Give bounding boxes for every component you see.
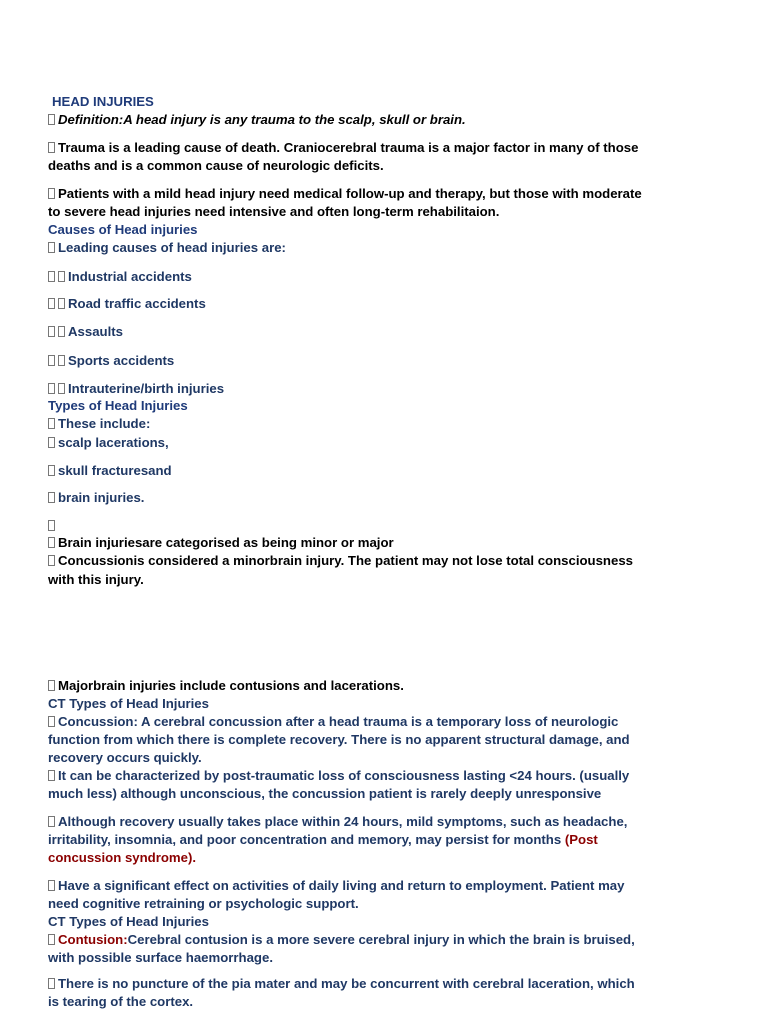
bullet-box-icon (48, 716, 55, 727)
bullet-box-icon (48, 934, 55, 945)
types-intro-text: These include: (58, 416, 151, 431)
effect-paragraph (48, 877, 624, 895)
brain-categories-paragraph (48, 534, 394, 552)
type-item (48, 489, 144, 507)
contusion-label: Contusion: (58, 932, 128, 947)
bullet-box-icon (48, 188, 55, 199)
bullet-box-icon (48, 242, 55, 253)
bullet-box-icon (58, 326, 65, 337)
mild-injury-line-2: to severe head injuries need intensive and often long-term rehabilitaion. (48, 204, 500, 219)
type-item (48, 462, 172, 480)
bullet-box-icon (48, 555, 55, 566)
definition-paragraph (48, 111, 466, 129)
concussion-minor-line-2: with this injury. (48, 572, 144, 587)
ct-types-heading-2: CT Types of Head Injuries (48, 914, 209, 929)
post-concussion-syndrome: concussion syndrome). (48, 850, 197, 865)
concussion-minor-line-1: Concussionis considered a minorbrain injury. The patient may not lose total consciousness (58, 553, 633, 568)
effect-line-1: Have a significant effect on activities of daily living and return to employment. Patient may (58, 878, 625, 893)
major-injuries-text: Majorbrain injuries include contusions and lacerations. (58, 678, 404, 693)
type-item-label: scalp lacerations, (58, 435, 169, 450)
causes-intro-text: Leading causes of head injuries are: (58, 240, 286, 255)
bullet-box-icon (48, 271, 55, 282)
trauma-paragraph (48, 139, 638, 157)
contusion-line-2: with possible surface haemorrhage. (48, 950, 273, 965)
cause-item (48, 323, 123, 341)
recovery-line-1: Although recovery usually takes place within 24 hours, mild symptoms, such as headache, (58, 814, 628, 829)
cause-item (48, 295, 206, 313)
post-concussion-highlight: (Post (564, 832, 598, 847)
bullet-box-icon (48, 770, 55, 781)
cause-item (48, 352, 174, 370)
recovery-paragraph (48, 813, 627, 831)
effect-line-2: need cognitive retraining or psychologic support. (48, 896, 359, 911)
cause-item-label: Sports accidents (68, 353, 175, 368)
empty-bullet (48, 517, 58, 535)
puncture-line-2: is tearing of the cortex. (48, 994, 194, 1009)
trauma-text-line-2: deaths and is a common cause of neurologic deficits. (48, 158, 384, 173)
types-heading: Types of Head Injuries (48, 398, 188, 413)
bullet-box-icon (48, 520, 55, 531)
concussion-minor-paragraph (48, 552, 633, 570)
concussion-line-3: recovery occurs quickly. (48, 750, 202, 765)
type-item (48, 434, 169, 452)
mild-injury-paragraph (48, 185, 642, 203)
bullet-box-icon (58, 298, 65, 309)
recovery-line-2 (48, 831, 598, 849)
bullet-box-icon (48, 492, 55, 503)
ct-types-heading: CT Types of Head Injuries (48, 696, 209, 711)
contusion-line-1: Cerebral contusion is a more severe cerebral injury in which the brain is bruised, (127, 932, 635, 947)
contusion-paragraph (48, 931, 635, 949)
cause-item (48, 268, 192, 286)
definition-text: Definition:A head injury is any trauma to the scalp, skull or brain. (58, 112, 466, 127)
cause-item-label: Assaults (68, 324, 123, 339)
characterized-paragraph (48, 767, 629, 785)
bullet-box-icon (58, 383, 65, 394)
types-intro (48, 415, 150, 433)
bullet-box-icon (48, 880, 55, 891)
type-item-label: skull fracturesand (58, 463, 172, 478)
bullet-box-icon (48, 437, 55, 448)
recovery-line-2-text: irritability, insomnia, and poor concentration and memory, may persist for months (48, 832, 565, 847)
mild-injury-line-1: Patients with a mild head injury need medical follow-up and therapy, but those with moderate (58, 186, 642, 201)
bullet-box-icon (48, 465, 55, 476)
concussion-paragraph (48, 713, 618, 731)
bullet-box-icon (48, 298, 55, 309)
bullet-box-icon (48, 355, 55, 366)
bullet-box-icon (48, 383, 55, 394)
cause-item-label: Road traffic accidents (68, 296, 206, 311)
bullet-box-icon (48, 978, 55, 989)
causes-heading: Causes of Head injuries (48, 222, 198, 237)
major-injuries-paragraph (48, 677, 404, 695)
bullet-box-icon (48, 680, 55, 691)
characterized-line-2: much less) although unconscious, the concussion patient is rarely deeply unresponsive (48, 786, 602, 801)
bullet-box-icon (48, 816, 55, 827)
causes-intro (48, 239, 286, 257)
bullet-box-icon (48, 142, 55, 153)
brain-categories-text: Brain injuriesare categorised as being minor or major (58, 535, 394, 550)
bullet-box-icon (58, 355, 65, 366)
page-title: HEAD INJURIES (52, 94, 154, 109)
cause-item (48, 380, 224, 398)
cause-item-label: Industrial accidents (68, 269, 192, 284)
bullet-box-icon (48, 537, 55, 548)
trauma-text-line-1: Trauma is a leading cause of death. Craniocerebral trauma is a major factor in many of those (58, 140, 639, 155)
puncture-line-1: There is no puncture of the pia mater and may be concurrent with cerebral laceration, which (58, 976, 635, 991)
bullet-box-icon (48, 114, 55, 125)
cause-item-label: Intrauterine/birth injuries (68, 381, 225, 396)
characterized-line-1: It can be characterized by post-traumatic loss of consciousness lasting <24 hours. (usually (58, 768, 630, 783)
puncture-paragraph (48, 975, 635, 993)
bullet-box-icon (58, 271, 65, 282)
bullet-box-icon (48, 418, 55, 429)
concussion-line-1: Concussion: A cerebral concussion after a head trauma is a temporary loss of neurologic (58, 714, 619, 729)
bullet-box-icon (48, 326, 55, 337)
type-item-label: brain injuries. (58, 490, 145, 505)
concussion-line-2: function from which there is complete recovery. There is no apparent structural damage, and (48, 732, 630, 747)
